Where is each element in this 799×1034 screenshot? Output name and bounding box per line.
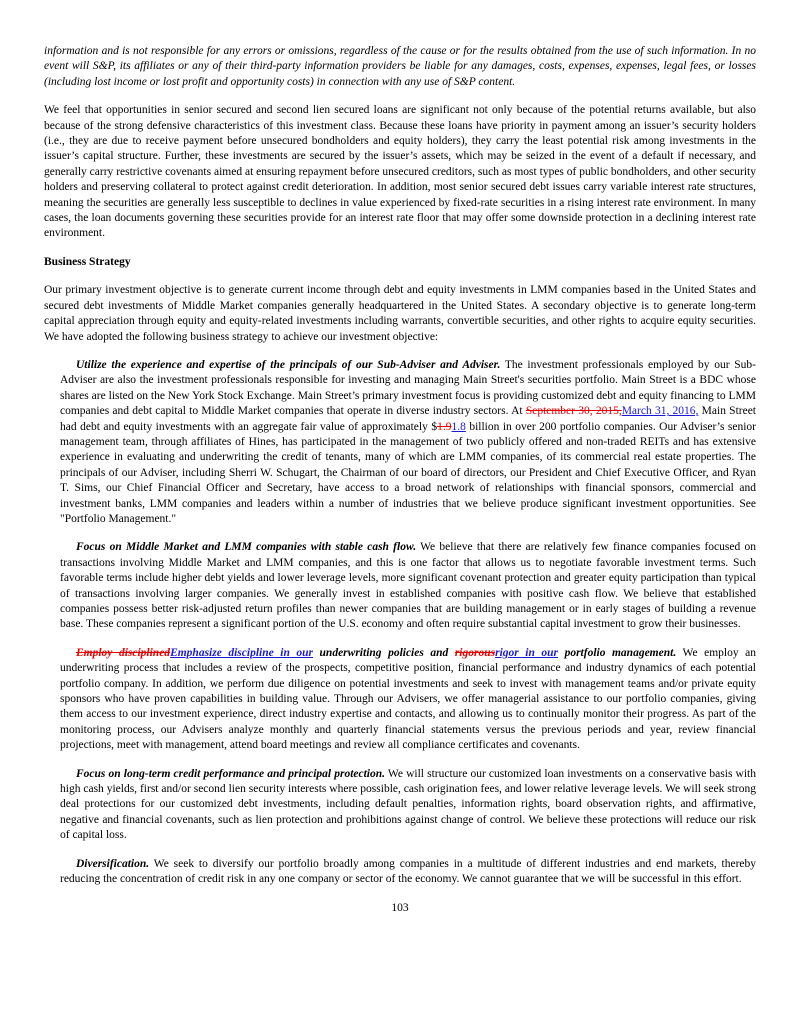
strategy-item-diversification: Diversification. We seek to diversify our portfolio broadly among companies in a multitude of different industries and end markets, thereby reducing the concentration of credit risk in any one company or sector of the economy. We cannot guarantee that we will be successful in this effort. bbox=[60, 857, 756, 886]
business-strategy-heading: Business Strategy bbox=[44, 255, 131, 268]
senior-secured-loans-paragraph: We feel that opportunities in senior secured and second lien secured loans are significant not only because of the potential returns available, but also because of the strong defensive characteristics of this investment class. Because these loans have priority in payment among an issuer’s security holders (i.e., they are due to receive payment before unsecured bondholders and equity holders), they carry the least potential risk among investments in the issuer’s capital structure. Further, these investments are secured by the issuer’s assets, which may be seized in the event of a default if necessary, and generally carry restrictive covenants aimed at ensuring repayment before unsecured creditors, such as most types of public bondholders, and other security holders and preserving collateral to protect against credit deterioration. In addition, most senior secured debt issues carry variable interest rate structures, meaning the securities are generally less susceptible to declines in value experienced by fixed-rate securities in a rising interest rate environment. In many cases, the loan documents governing these securities provide for an interest rate floor that may offer some downside protection in a declining interest rate environment. bbox=[44, 104, 756, 240]
investment-objective-paragraph: Our primary investment objective is to generate current income through debt and equity investments in LMM companies based in the United States and secured debt investments of Middle Market companies generally headquartered in the United States. A secondary objective is to generate long-term capital appreciation through equity and equity-related investments including warrants, convertible securities, and other rights to acquire equity securities. We have adopted the following business strategy to achieve our investment objective: bbox=[44, 284, 756, 343]
strategy-item-utilize-experience: Utilize the experience and expertise of the principals of our Sub-Adviser and Adviser. The investment professionals employed by our Sub-Adviser are also the investment professionals responsible for investing and managing Main Street's securities portfolio. Main Street is a BDC whose shares are listed on the New York Stock Exchange. Main Street’s primary investment focus is providing customized debt and equity financing to LMM companies and debt capital to Middle Market companies that operate in diverse industry sectors. At September 30, 2015,March 31, 2016, Main Street had debt and equity investments with an aggregate fair value of approximately $1.91.8 billion in over 200 portfolio companies. Our Adviser’s senior management team, through affiliates of Hines, has participated in the management of two publicly offered and non-traded REITs and has extensive experience in evaluating and underwriting the credit of tenants, many of which are LMM companies, of its commercial real estate properties. The principals of our Adviser, including Sherri W. Schugart, the Chairman of our board of directors, our President and Chief Executive Officer, and Ryan T. Sims, our Chief Financial Officer and Secretary, have access to a broad network of relationships with financial sponsors, commercial and investment banks, LMM companies and leaders within a number of industries that we believe produce significant investment opportunities. See "Portfolio Management." bbox=[60, 358, 757, 525]
strategy-item-underwriting-discipline: Employ disciplinedEmphasize discipline in our underwriting policies and rigorousrigor in our portfolio management. We employ an underwriting process that includes a review of the prospects, competitive position, financial performance and industry dynamics of each potential portfolio company. In addition, we perform due diligence on potential investments and seek to invest with management teams and/or private equity sponsors who have proven capabilities in building value. Through our Advisers, we offer managerial assistance to our portfolio companies, giving them access to our investment experience, direct industry expertise and contacts, and allowing us to continually monitor their progress. As part of the monitoring process, our Advisers analyze monthly and quarterly financial statements versus the previous periods and year, review financial projections, meet with management, attend board meetings and review all compliance certificates and covenants. bbox=[60, 646, 756, 752]
disclaimer-paragraph: information and is not responsible for any errors or omissions, regardless of the cause or for the results obtained from the use of such information. In no event will S&P, its affiliates or any of their third-party information providers be liable for any damages, costs, expenses, expenses, legal fees, or losses (including lost income or lost profit and opportunity costs) in connection with any use of S&P content. bbox=[44, 45, 756, 88]
page-number: 103 bbox=[391, 901, 409, 914]
strategy-item-stable-cash-flow: Focus on Middle Market and LMM companies with stable cash flow. We believe that there are relatively few finance companies focused on transactions involving Middle Market and LMM companies, and this is one factor that allows us to negotiate favorable investment terms. Such favorable terms include higher debt yields and lower leverage levels, more significant covenant protection and greater equity participation than typical of transactions involving larger companies. We generally invest in established companies with positive cash flow. We believe that established companies possess better risk-adjusted return profiles than newer companies that are building management or in early stages of building a revenue base. These companies represent a significant portion of the U.S. economy and often require substantial capital investment to grow their businesses. bbox=[60, 541, 756, 631]
strategy-item-credit-performance: Focus on long-term credit performance and principal protection. We will structure our customized loan investments on a conservative basis with high cash yields, first and/or second lien security interests where possible, cash origination fees, and lower relative leverage levels. We will seek strong deal protections for our customized debt investments, including default penalties, information rights, board observation rights, and affirmative, negative and financial covenants, such as lien protection and prohibitions against change of control. We believe these protections will reduce our risk of capital loss. bbox=[60, 767, 756, 842]
